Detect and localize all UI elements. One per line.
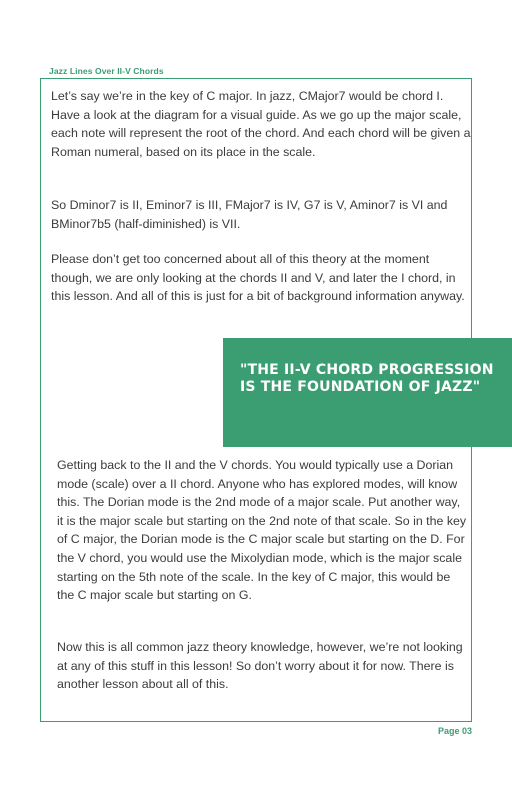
body-paragraph-5: Now this is all common jazz theory knowledge, however, we’re not looking at any of this stuff in this lesson! So don’t worry about it for now. There is another lesson about all of this. (57, 640, 463, 692)
body-paragraph-1: Let’s say we’re in the key of C major. In jazz, CMajor7 would be chord I. Have a look at the diagram for a visual guide. As we go up the major scale, each note will represent the root of the chord. And each chord will be given a Roman numeral, based on its place in the scale. (51, 89, 471, 159)
pull-quote-box (223, 338, 512, 447)
page-number: Page 03 (437, 726, 472, 736)
body-paragraph-4: Getting back to the II and the V chords. You would typically use a Dorian mode (scale) over a II chord. Anyone who has explored modes, will know this. The Dorian mode is the 2nd mode of a major scale. Put another way, it is the major scale but starting on the 2nd note of that scale. So in the key of C major, the Dorian mode is the C major scale but starting on the D. For the V chord, you would use the Mixolydian mode, which is the major scale starting on the 5th note of the scale. In the key of C major, this would be the C major scale but starting on G. (57, 458, 467, 603)
pull-quote-text: "THE II-V CHORD PROGRESSION IS THE FOUNDATION OF JAZZ" (240, 362, 494, 395)
body-paragraph-3: Please don’t get too concerned about all of this theory at the moment though, we are only looking at the chords II and V, and later the I chord, in this lesson. And all of this is just for a bit of background information anyway. (51, 252, 465, 304)
running-header: Jazz Lines Over II-V Chords (49, 66, 164, 76)
body-paragraph-2: So Dminor7 is II, Eminor7 is III, FMajor7 is IV, G7 is V, Aminor7 is VI and BMinor7b5 (half-diminished) is VII. (51, 198, 448, 231)
